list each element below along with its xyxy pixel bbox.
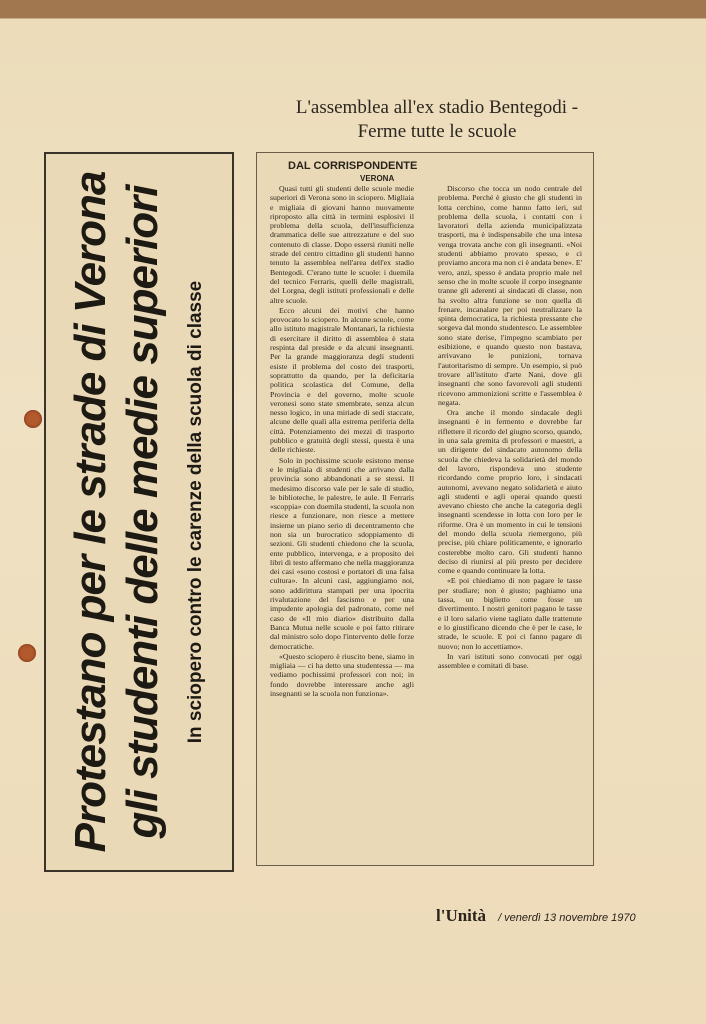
- newspaper-name: l'Unità: [436, 906, 487, 925]
- article-column-2: [438, 184, 582, 784]
- article-dateline: DAL CORRISPONDENTE: [288, 160, 418, 172]
- binder-hole-top: [24, 410, 42, 428]
- headline-kicker: In sciopero contro le carenze della scuola di classe: [185, 280, 206, 744]
- column-1-paragraph: Solo in pochissime scuole esistono mense e le migliaia di studenti che arrivano dalla provincia sono abbandonati a se stessi. Il medesimo discorso vale per le sale di studio, le biblioteche, le palestre, le aule. Il Ferraris «scoppia» con duemila studenti, la scuola non riesce a funzionare, non riesce a mettere insieme un piano serio di decentramento che non sia un burocratico sdoppiamento di sezioni. Gli studenti chiedono che la scuola, ente pubblico, intervenga, e a proposito dei libri di testo affermano che nella maggioranza dei casi «sono costosi e portatori di una falsa cultura». In alcuni casi, aggiungiamo noi, sono addirittura stampati per una ipocrita rivalutazione del fascismo e per una impudente apologia del padronato, come nel caso de «Il mio diario» distribuito dalla Banca Mutua nelle scuole e poi fatto ritirare dal ministro solo dopo l'intervento delle forze democratiche.: [270, 455, 414, 651]
- column-1-paragraph: Ecco alcuni dei motivi che hanno provocato lo sciopero. In alcune scuole, come allo istituto magistrale Montanari, la richiesta di esercitare il diritto di assemblea è stata respinta dal preside e da alcuni insegnanti. Per la grande maggioranza degli studenti esiste il problema del costo dei trasporti, soprattutto da quando, per la deficitaria politica scolastica del Comune, della Provincia e del governo, molte scuole veronesi sono state smembrate, senza alcun nesso logico, in una miriade di sedi staccate, alcune delle quali alla estrema periferia della città. Potenziamento dei mezzi di trasporto pubblico e gratuità degli stessi, questa è una delle richieste.: [270, 305, 414, 455]
- column-2-paragraph: «E poi chiediamo di non pagare le tasse per studiare; non è giusto; paghiamo una tassa, un biglietto come fosse un divertimento. I nostri genitori pagano le tasse e il loro salario viene tagliato dalle trattenute e lo giustificano dicendo che è per le case, le strade, le scuole. E poi ci fanno pagare di nuovo; non lo accettiamo».: [438, 576, 582, 651]
- column-2-paragraph: Ora anche il mondo sindacale degli insegnanti è in fermento e dovrebbe far riflettere il ricordo del giugno scorso, quando, in una sala gremita di professori e maestri, a un dirigente del sindacato autonomo della scuola che chiedeva la solidarietà del mondo del lavoro, rispondeva uno studente ricordando come proprio loro, i sindacati autonomi, avevano negato solidarietà e aiuto agli studenti e agli operai quando questi avevano chiesto che anche la categoria degli insegnanti scendesse in lotta con loro per le riforme. Ora è un momento in cui le tensioni del mondo della scuola riemergono, più precise, più chiare politicamente, e ignorarlo costerebbe molto caro. Gli studenti hanno deciso di riunirsi al più presto per decidere come e quando continuare la lotta.: [438, 408, 582, 576]
- article-column-1: [270, 184, 414, 856]
- column-2-paragraph: In vari istituti sono convocati per oggi assemblee e comitati di base.: [438, 651, 582, 671]
- article-title: L'assemblea all'ex stadio Bentegodi - Ferme tutte le scuole: [295, 97, 579, 142]
- newspaper-footer: [436, 906, 686, 926]
- headline-rotated-block: [65, 154, 213, 870]
- headline-line-1: Protestano per le strade di Verona: [66, 171, 115, 853]
- headline-clipping: [44, 152, 234, 872]
- column-1-paragraph: Quasi tutti gli studenti delle scuole medie superiori di Verona sono in sciopero. Migliaia e migliaia di giovani hanno nuovamente riproposto alla città in termini esplosivi il problema della scuola, dell'insufficienza drammatica delle sue attrezzature e del suo contenuto di classe. Dopo essersi riuniti nelle strade del centro cittadino gli studenti hanno tenuto la assemblea nell'area dell'ex stadio Bentegodi. C'erano tutte le scuole: i duemila del tecnico Ferraris, quelli delle magistrali, del Lorgna, degli istituti professionali e delle altre scuole.: [270, 184, 414, 305]
- column-1-paragraph: «Questo sciopero è riuscito bene, siamo in migliaia — ci ha detto una studentessa — ma vediamo pochissimi professori con noi; in fondo dovrebbe interessare anche agli insegnanti se la scuola non funziona».: [270, 651, 414, 699]
- binder-hole-bottom: [18, 644, 36, 662]
- article-city: VERONA: [360, 174, 395, 183]
- publication-date: / venerdì 13 novembre 1970: [498, 912, 636, 924]
- column-2-paragraph: Discorso che tocca un nodo centrale del problema. Perché è giusto che gli studenti in lotta cerchino, come hanno fatto ieri, sul problema della scuola, i contatti con i lavoratori della azienda municipalizzata trasporti, ma è indispensabile che una intesa venga trovata anche con gli insegnanti. «Noi studenti abbiamo provato spesso, e ci proviamo ancora ma non ci è andata bene». E' vero, anzi, spesso è andata proprio male nel senso che in molte scuole il corpo insegnante tranne gli aderenti ai sindacati di classe, non ha svolto altra funzione se non quella di frenare, incanalare per poi neutralizzare la spinta democratica, la richiesta pressante che sorgeva dal mondo studentesco. Le assemblee sono state derise, l'impegno scambiato per esibizione, e quando questo non bastava, arrivavano le punizioni, tornava l'autoritarismo di sempre. Un esempio, si può trovare all'istituto d'arte Nani, dove gli insegnanti che sono favorevoli agli studenti ricevono ammonizioni scritte e l'assemblea è negata.: [438, 184, 582, 407]
- headline-line-2: gli studenti delle medie superiori: [118, 185, 167, 839]
